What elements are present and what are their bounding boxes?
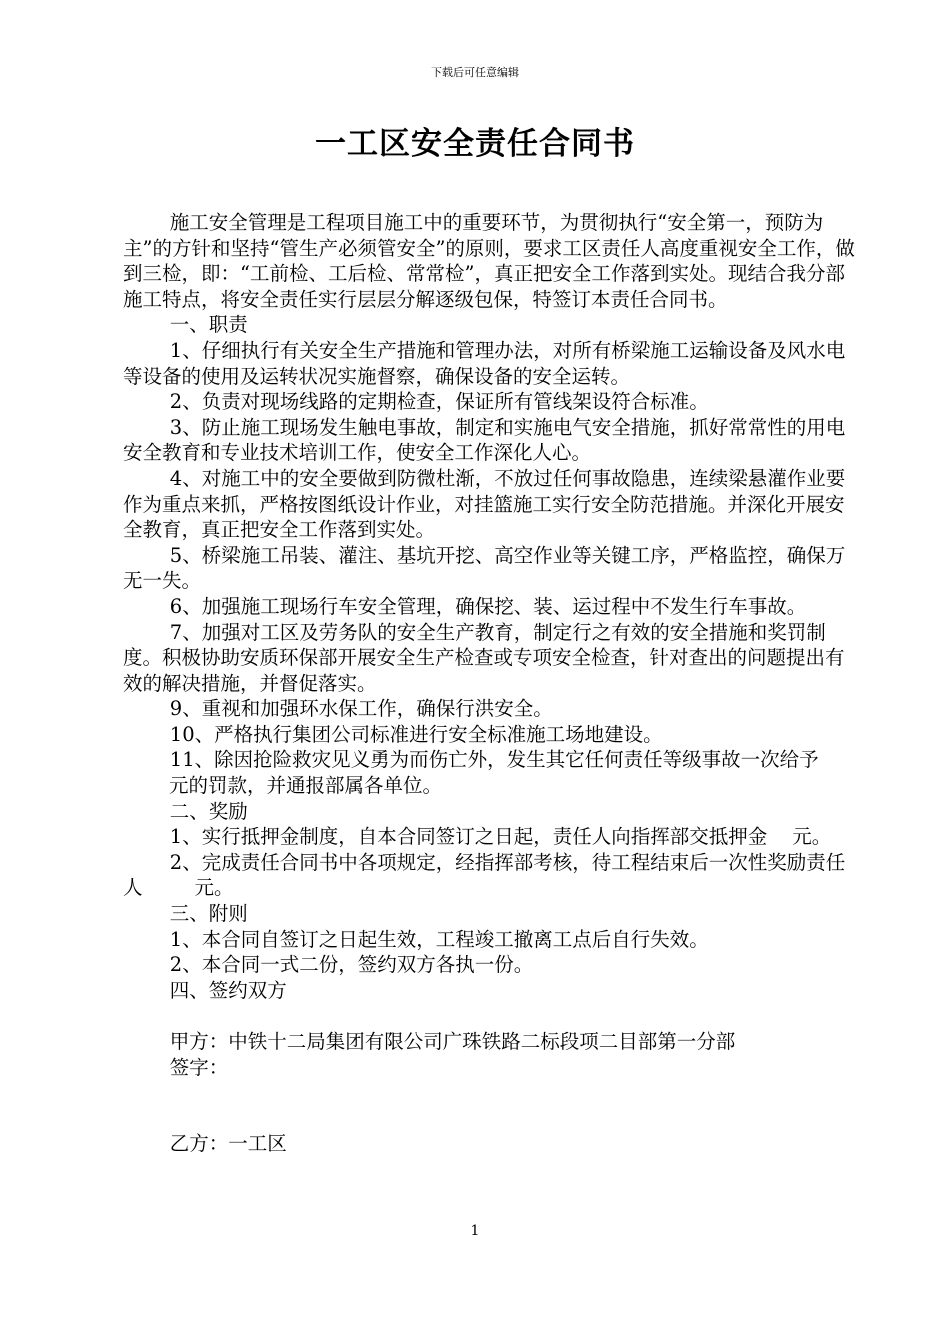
signature-label: 签字： [169,1055,229,1079]
appendix-item: 1、本合同自签订之日起生效，工程竣工撤离工点后自行失效。 [169,927,709,951]
duty-item: 5、桥梁施工吊装、灌注、基坑开挖、高空作业等关键工序，严格监控，确保万无一失。 [123,543,846,593]
bonus-text-end: 元。 [194,876,234,900]
penalty-text-start: 11、除因抢险救灾见义勇为而伤亡外，发生其它任何责任等级事故一次给予 [169,748,819,772]
duty-item-penalty [123,747,857,798]
spacer [123,1080,857,1131]
section-heading-appendix: 三、附则 [169,902,248,926]
document-body [123,210,857,1157]
duty-item: 1、仔细执行有关安全生产措施和管理办法，对所有桥梁施工运输设备及风水电等设备的使用及运转状况实施督察，确保设备的安全运转。 [123,338,846,388]
document-title: 一工区安全责任合同书 [315,126,635,162]
reward-item-deposit [123,824,857,850]
duty-item: 2、负责对现场线路的定期检查，保证所有管线架设符合标准。 [169,390,709,414]
appendix-item: 2、本合同一式二份，签约双方各执一份。 [169,953,534,977]
party-a: 甲方：中铁十二局集团有限公司广珠铁路二标段项二目部第一分部 [169,1030,736,1053]
intro-paragraph: 施工安全管理是工程项目施工中的重要环节，为贯彻执行“安全第一，预防为主”的方针和坚持“管生产必须管安全”的原则，要求工区责任人高度重视安全工作，做到三检，即：“工前检、工后检、常常检”，真正把安全工作落到实处。现结合我分部施工特点，将安全责任实行层层分解逐级包保，特签订本责任合同书。 [123,211,855,311]
spacer [123,1003,857,1029]
deposit-text-start: 1、实行抵押金制度，自本合同签订之日起，责任人向指挥部交抵押金 [169,825,768,849]
section-heading-rewards: 二、奖励 [169,799,248,823]
duty-item: 6、加强施工现场行车安全管理，确保挖、装、运过程中不发生行车事故。 [169,594,807,618]
duty-item: 9、重视和加强环水保工作，确保行洪安全。 [169,697,553,721]
section-heading-parties: 四、签约双方 [169,978,287,1002]
party-b: 乙方：一工区 [169,1132,287,1156]
duty-item: 3、防止施工现场发生触电事故，制定和实施电气安全措施，抓好常常性的用电安全教育和专业技术培训工作，使安全工作深化人心。 [123,415,846,465]
duty-item: 7、加强对工区及劳务队的安全生产教育，制定行之有效的安全措施和奖罚制度。积极协助安质环保部开展安全生产检查或专项安全检查，针对查出的问题提出有效的解决措施，并督促落实。 [123,620,845,695]
header-note: 下载后可任意编辑 [431,66,519,79]
reward-item-bonus [123,850,857,901]
duty-item: 4、对施工中的安全要做到防微杜渐，不放过任何事故隐患，连续梁悬灌作业要作为重点来抓，严格按图纸设计作业，对挂篮施工实行安全防范措施。并深化开展安全教育，真正把安全工作落到实处。 [123,466,846,542]
duty-item: 10、严格执行集团公司标准进行安全标准施工场地建设。 [169,722,663,746]
section-heading-duties: 一、职责 [169,313,248,337]
page-number: 1 [470,1223,480,1239]
bonus-text-start: 2、完成责任合同书中各项规定，经指挥部考核，待工程结束后一次性奖励责任人 [123,850,846,900]
penalty-text-end: 元的罚款，并通报部属各单位。 [169,774,443,798]
deposit-text-end: 元。 [792,825,832,849]
